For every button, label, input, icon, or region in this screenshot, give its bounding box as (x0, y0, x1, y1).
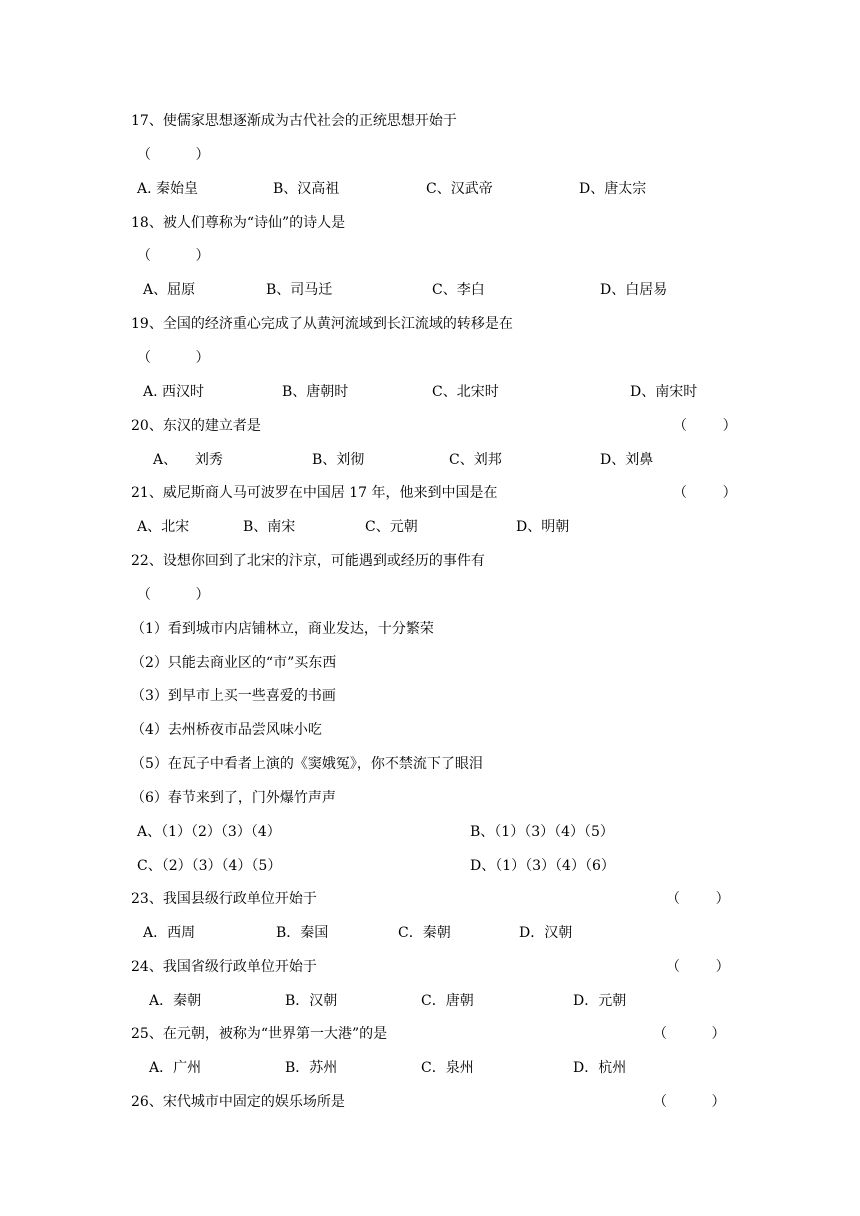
statement-22-6: （6）春节来到了，门外爆竹声声 (131, 790, 336, 806)
option-19-b: B、唐朝时 (282, 384, 349, 400)
option-24-a: A．秦朝 (149, 993, 202, 1009)
question-18: 18、被人们尊称为“诗仙”的诗人是 (131, 215, 346, 231)
option-17-a: A. 秦始皇 (137, 181, 199, 197)
statement-22-5: （5）在瓦子中看者上演的《窦娥冤》，你不禁流下了眼泪 (131, 756, 483, 772)
question-21: 21、威尼斯商人马可波罗在中国居 17 年，他来到中国是在 (131, 485, 498, 501)
statement-22-4: （4）去州桥夜市品尝风味小吃 (131, 722, 322, 738)
option-20-c: C、刘邦 (449, 452, 502, 468)
option-24-c: C．唐朝 (421, 993, 474, 1009)
answer-paren-22: （ ） (137, 587, 210, 603)
answer-paren-25: （ ） (653, 1026, 726, 1042)
answer-paren-18: （ ） (137, 248, 210, 264)
option-22-b: B、（1）（3）（4）（5） (470, 824, 614, 840)
question-25: 25、在元朝，被称为“世界第一大港”的是 (131, 1026, 388, 1042)
option-20-d: D、刘鼻 (600, 452, 654, 468)
question-26: 26、宋代城市中固定的娱乐场所是 (131, 1094, 345, 1110)
option-24-d: D．元朝 (573, 993, 627, 1009)
option-21-c: C、元朝 (365, 519, 418, 535)
option-22-c: C、（2）（3）（4）（5） (137, 858, 282, 874)
question-20: 20、东汉的建立者是 (131, 418, 261, 434)
answer-paren-23: （ ） (666, 891, 730, 907)
option-21-b: B、南宋 (243, 519, 296, 535)
option-21-a: A、北宋 (137, 519, 190, 535)
question-24: 24、我国省级行政单位开始于 (131, 959, 317, 975)
option-23-c: C．秦朝 (398, 925, 451, 941)
option-19-a: A. 西汉时 (143, 384, 205, 400)
option-21-d: D、明朝 (516, 519, 570, 535)
option-24-b: B．汉朝 (285, 993, 338, 1009)
option-25-a: A．广州 (149, 1060, 202, 1076)
option-18-b: B、司马迁 (266, 282, 333, 298)
option-17-d: D、唐太宗 (579, 181, 647, 197)
option-17-b: B、汉高祖 (273, 181, 340, 197)
option-22-d: D、（1）（3）（4）（6） (470, 858, 615, 874)
option-23-b: B．秦国 (276, 925, 329, 941)
answer-paren-26: （ ） (653, 1094, 726, 1110)
answer-paren-19: （ ） (137, 350, 210, 366)
option-20-b: B、刘彻 (312, 452, 365, 468)
option-19-c: C、北宋时 (432, 384, 499, 400)
option-25-c: C．泉州 (421, 1060, 474, 1076)
answer-paren-17: （ ） (137, 147, 210, 163)
option-25-d: D．杭州 (573, 1060, 627, 1076)
option-18-c: C、李白 (432, 282, 485, 298)
question-22: 22、设想你回到了北宋的汴京，可能遇到或经历的事件有 (131, 553, 485, 569)
statement-22-1: （1）看到城市内店铺林立，商业发达，十分繁荣 (131, 621, 434, 637)
question-19: 19、全国的经济重心完成了从黄河流域到长江流域的转移是在 (131, 316, 513, 332)
question-23: 23、我国县级行政单位开始于 (131, 891, 317, 907)
option-25-b: B．苏州 (285, 1060, 338, 1076)
option-22-a: A、（1）（2）（3）（4） (137, 824, 281, 840)
statement-22-2: （2）只能去商业区的“市”买东西 (131, 655, 337, 671)
option-23-a: A．西周 (143, 925, 196, 941)
question-17: 17、使儒家思想逐渐成为古代社会的正统思想开始于 (131, 113, 457, 129)
option-20-a: A、 刘秀 (153, 452, 223, 468)
answer-paren-24: （ ） (666, 959, 730, 975)
option-19-d: D、南宋时 (630, 384, 698, 400)
answer-paren-21: （ ） (673, 485, 737, 501)
answer-paren-20: （ ） (673, 418, 737, 434)
option-23-d: D．汉朝 (519, 925, 573, 941)
statement-22-3: （3）到早市上买一些喜爱的书画 (131, 688, 336, 704)
option-18-a: A、屈原 (143, 282, 196, 298)
option-18-d: D、白居易 (600, 282, 668, 298)
option-17-c: C、汉武帝 (426, 181, 493, 197)
